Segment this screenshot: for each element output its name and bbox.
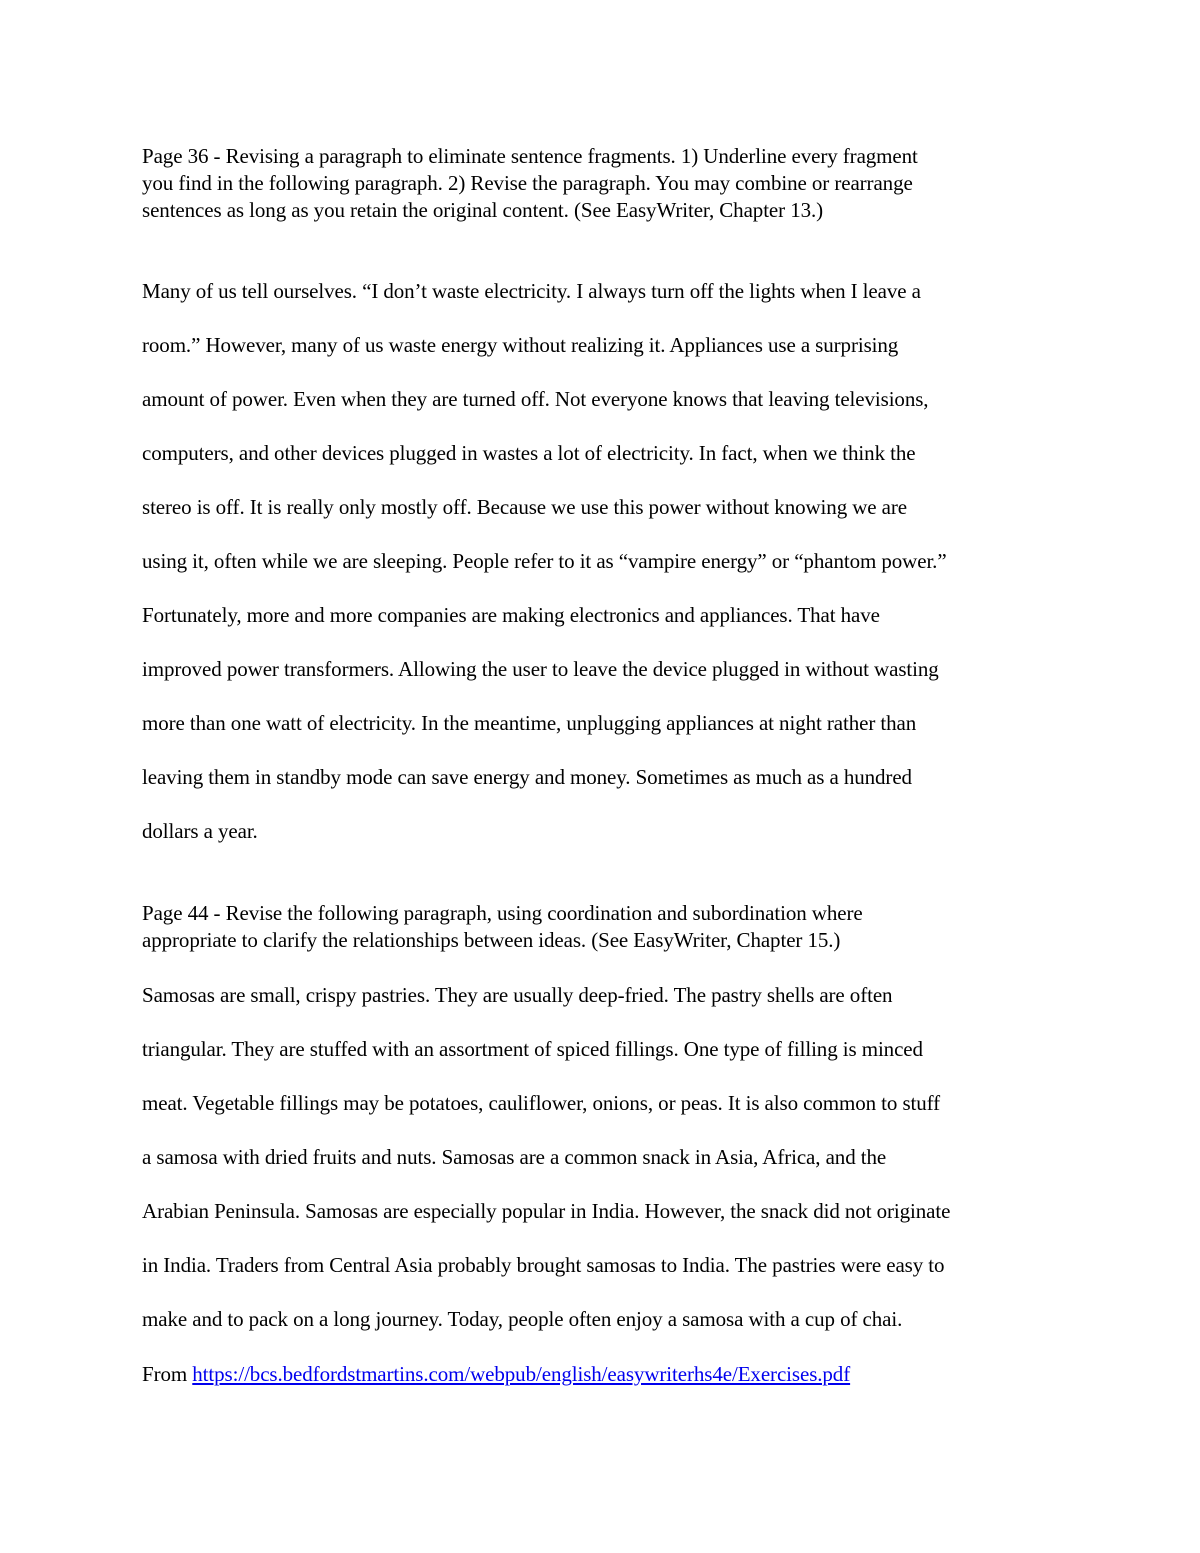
paragraph-line: dollars a year. xyxy=(142,819,258,843)
paragraph-line: meat. Vegetable fillings may be potatoes, cauliflower, onions, or peas. It is also common to stuff xyxy=(142,1091,941,1115)
paragraph-line: Samosas are small, crispy pastries. They are usually deep-fried. The pastry shells are often xyxy=(142,983,893,1007)
exercise-1-paragraph xyxy=(142,264,1072,858)
paragraph-line: more than one watt of electricity. In the meantime, unplugging appliances at night rather than xyxy=(142,711,917,735)
paragraph-line: Many of us tell ourselves. “I don’t waste electricity. I always turn off the lights when I leave a xyxy=(142,279,921,303)
source-link[interactable]: https://bcs.bedfordstmartins.com/webpub/english/easywriterhs4e/Exercises.pdf xyxy=(192,1362,851,1386)
instruction-line: sentences as long as you retain the original content. (See EasyWriter, Chapter 13.) xyxy=(142,198,824,222)
paragraph-line: leaving them in standby mode can save energy and money. Sometimes as much as a hundred xyxy=(142,765,912,789)
paragraph-line: improved power transformers. Allowing the user to leave the device plugged in without wasting xyxy=(142,657,939,681)
exercise-2-paragraph xyxy=(142,968,1072,1346)
instruction-line: Page 44 - Revise the following paragraph, using coordination and subordination where xyxy=(142,901,863,925)
paragraph-line: computers, and other devices plugged in wastes a lot of electricity. In fact, when we think the xyxy=(142,441,916,465)
source-line xyxy=(142,1359,1072,1389)
instruction-line: appropriate to clarify the relationships between ideas. (See EasyWriter, Chapter 15.) xyxy=(142,928,841,952)
paragraph-line: amount of power. Even when they are turned off. Not everyone knows that leaving televisions, xyxy=(142,387,929,411)
instruction-line: you find in the following paragraph. 2) Revise the paragraph. You may combine or rearrange xyxy=(142,171,913,195)
exercise-1-instructions xyxy=(142,143,1072,224)
paragraph-line: Fortunately, more and more companies are making electronics and appliances. That have xyxy=(142,603,880,627)
source-prefix: From xyxy=(142,1362,193,1386)
paragraph-line: Arabian Peninsula. Samosas are especially popular in India. However, the snack did not originate xyxy=(142,1199,951,1223)
paragraph-line: in India. Traders from Central Asia probably brought samosas to India. The pastries were easy to xyxy=(142,1253,945,1277)
paragraph-line: triangular. They are stuffed with an assortment of spiced fillings. One type of filling is minced xyxy=(142,1037,923,1061)
exercise-2-instructions xyxy=(142,900,1072,954)
paragraph-line: stereo is off. It is really only mostly off. Because we use this power without knowing we are xyxy=(142,495,908,519)
paragraph-line: room.” However, many of us waste energy without realizing it. Appliances use a surprising xyxy=(142,333,899,357)
paragraph-line: using it, often while we are sleeping. People refer to it as “vampire energy” or “phantom power.” xyxy=(142,549,947,573)
instruction-line: Page 36 - Revising a paragraph to eliminate sentence fragments. 1) Underline every fragment xyxy=(142,144,918,168)
paragraph-line: a samosa with dried fruits and nuts. Samosas are a common snack in Asia, Africa, and the xyxy=(142,1145,887,1169)
paragraph-line: make and to pack on a long journey. Today, people often enjoy a samosa with a cup of chai. xyxy=(142,1307,903,1331)
source-citation xyxy=(142,1359,1072,1389)
